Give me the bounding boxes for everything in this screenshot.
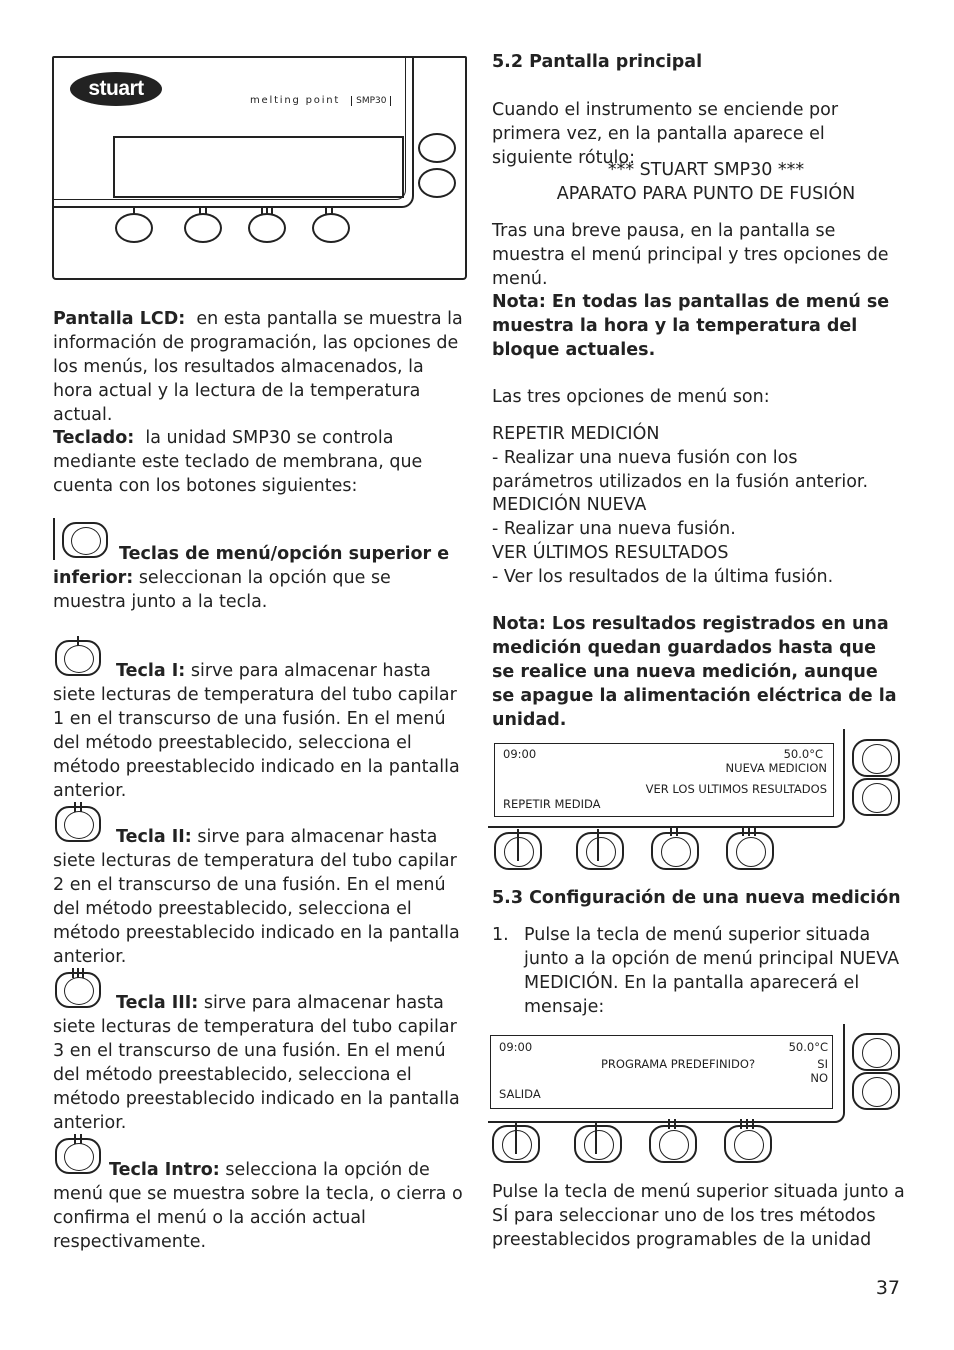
enter-key-desc: selecciona la opción de menú que se muestra sobre la tecla, o cierra o confirma el menú o la acción actual respectivamente. (53, 1160, 463, 1252)
screen-1-enter-mark-1 (742, 826, 744, 836)
key-i-desc: sirve para almacenar hasta siete lecturas de temperatura del tubo capilar 1 en el transcurso de una fusión. En el menú del método preestablecido, selecciona el método preestablecido indicado en la pantalla anterior. (53, 661, 460, 801)
screen-2-enter-mark-2 (746, 1119, 748, 1129)
option-2-title: MEDICIÓN NUEVA (492, 495, 647, 515)
device-upper-key (418, 133, 456, 163)
key-ii-term: Tecla II: (116, 827, 192, 847)
key-iii-mark-1 (261, 207, 263, 215)
menu-key-desc: seleccionan la opción que se muestra junto a la tecla. (53, 568, 391, 612)
option-1-title: REPETIR MEDICIÓN (492, 424, 660, 444)
screen-1-key-iii (651, 832, 699, 870)
page-number: 37 (875, 1277, 900, 1299)
screen-2-temp: 50.0°C (788, 1040, 828, 1054)
note-2: Nota: Los resultados registrados en una medición quedan guardados hasta que se realice una nueva medición, aunque se apague la alimentación eléctrica de la unidad. (492, 614, 897, 730)
screen-1-bottom-option: VER LOS ULTIMOS RESULTADOS (645, 782, 827, 796)
screen-1-enter-key (726, 832, 774, 870)
device-lower-key (418, 168, 456, 198)
screen-2-key-ii (574, 1125, 622, 1163)
key-iii-desc: sirve para almacenar hasta siete lecturas de temperatura del tubo capilar 3 en el transcurso de una fusión. En el menú del método preestablecido, selecciona el método preestablecido indicado en la pantalla anterior. (53, 993, 460, 1133)
closing-paragraph: Pulse la tecla de menú superior situada junto a SÍ para seleccionar uno de los tres métodos preestablecidos programables de la unidad (492, 1182, 905, 1250)
menu-key-term: Teclas de menú/opción superior e inferior: (53, 544, 450, 588)
screen-1-temp: 50.0°C (783, 747, 823, 761)
screen-1-lower-key (852, 778, 900, 816)
option-3-title: VER ÚLTIMOS RESULTADOS (492, 543, 729, 563)
enter-key-term: Tecla Intro: (109, 1160, 220, 1180)
screen-2-enter-mark-1 (740, 1119, 742, 1129)
screen-2-upper-key (852, 1033, 900, 1071)
keypad-paragraph (53, 426, 463, 498)
screen-1-top-option: NUEVA MEDICION (725, 761, 827, 775)
screen-1-key-iii-mark-2 (676, 826, 678, 836)
screen-2-bottom-left: SALIDA (499, 1087, 541, 1101)
lcd-paragraph (53, 307, 463, 427)
device-lcd (113, 136, 404, 198)
screen-2-yes: SI (817, 1057, 828, 1071)
key-iii-mark-2 (266, 207, 268, 215)
key-ii-mark-1 (199, 207, 201, 215)
intro-paragraph: Cuando el instrumento se enciende por primera vez, en la pantalla aparece el siguiente rótulo: (492, 100, 839, 168)
stuart-logo (70, 72, 162, 106)
screen-1-key-ii (576, 832, 624, 870)
screen-2-key-iii-mark-2 (674, 1119, 676, 1129)
enter-key-mark-1 (325, 207, 327, 215)
screen-1-upper-key (852, 739, 900, 777)
screen-2-lower-key (852, 1072, 900, 1110)
option-1-desc: - Realizar una nueva fusión con los parámetros utilizados en la fusión anterior. (492, 448, 869, 492)
screen-1-enter-mark-2 (748, 826, 750, 836)
key-iii-icon-mark-2 (77, 968, 79, 978)
key-ii-icon-mark-2 (80, 802, 82, 812)
enter-key-mark-2 (331, 207, 333, 215)
after-pause-paragraph: Tras una breve pausa, en la pantalla se muestra el menú principal y tres opciones de menú. (492, 221, 889, 289)
enter-key-icon-mark-1 (74, 1134, 76, 1144)
screen-1-bottom-left: REPETIR MEDIDA (503, 797, 601, 811)
screen-2-key-ii-mark (595, 1122, 597, 1154)
device-key-iii (248, 213, 286, 243)
key-ii-desc: sirve para almacenar hasta siete lecturas de temperatura del tubo capilar 2 en el transcurso de una fusión. En el menú del método preestablecido, selecciona el método preestablecido indicado en la pantalla anterior. (53, 827, 460, 967)
heading-5-3: 5.3 Configuración de una nueva medición (492, 888, 901, 908)
screen-1-lcd (494, 743, 834, 817)
model-label: SMP30 (351, 96, 391, 106)
key-ii-icon-mark-1 (74, 802, 76, 812)
screen-2-time: 09:00 (499, 1040, 533, 1054)
screen-1-key-ii-mark (597, 829, 599, 861)
enter-key-icon-mark-2 (80, 1134, 82, 1144)
key-ii-paragraph (53, 825, 463, 969)
screen-1-key-i-mark (517, 829, 519, 861)
device-key-i (115, 213, 153, 243)
key-i-paragraph (53, 659, 463, 803)
key-i-mark (133, 207, 135, 215)
screen-1-time: 09:00 (503, 747, 537, 761)
device-key-ii (184, 213, 222, 243)
lcd-desc: en esta pantalla se muestra la información de programación, las opciones de los menús, los resultados almacenados, la hora actual y la lectura de la temperatura actual. (53, 309, 463, 425)
device-label (250, 95, 391, 106)
key-iii-paragraph (53, 991, 463, 1135)
option-3-desc: - Ver los resultados de la última fusión. (492, 567, 834, 587)
option-2-desc: - Realizar una nueva fusión. (492, 519, 736, 539)
logo-text: stuart (88, 77, 144, 100)
screen-2-no: NO (810, 1071, 828, 1085)
key-iii-icon-mark-1 (72, 968, 74, 978)
key-iii-mark-3 (271, 207, 273, 215)
screen-1-key-iii-mark-1 (670, 826, 672, 836)
screen-2-key-iii (649, 1125, 697, 1163)
enter-key-paragraph (53, 1158, 463, 1254)
screen-1-enter-mark-3 (754, 826, 756, 836)
step-1-number: 1. (492, 925, 509, 945)
melting-point-label: melting point (250, 95, 341, 106)
note-1: Nota: En todas las pantallas de menú se muestra la hora y la temperatura del bloque actuales. (492, 292, 890, 360)
menu-key-paragraph (53, 542, 463, 614)
key-i-icon-mark (77, 636, 79, 646)
key-iii-term: Tecla III: (116, 993, 199, 1013)
keypad-desc: la unidad SMP30 se controla mediante este teclado de membrana, que cuenta con los botones siguientes: (53, 428, 423, 496)
screen-2-key-i-mark (515, 1122, 517, 1154)
screen-2-lcd (490, 1035, 833, 1109)
key-iii-icon-mark-3 (82, 968, 84, 978)
options-intro: Las tres opciones de menú son: (492, 387, 770, 407)
key-ii-mark-2 (205, 207, 207, 215)
screen-2-prompt: PROGRAMA PREDEFINIDO? (601, 1057, 756, 1071)
step-1-text: Pulse la tecla de menú superior situada junto a la opción de menú principal NUEVA MEDICIÓN. En la pantalla aparecerá el mensaje: (524, 925, 900, 1017)
screen-2-key-iii-mark-1 (668, 1119, 670, 1129)
banner-line-2: APARATO PARA PUNTO DE FUSIÓN (556, 184, 856, 204)
screen-2-enter-mark-3 (752, 1119, 754, 1129)
device-enter-key (312, 213, 350, 243)
banner-line-1: *** STUART SMP30 *** (607, 160, 805, 180)
screen-2-enter-key (724, 1125, 772, 1163)
keypad-term: Teclado: (53, 428, 135, 448)
key-i-term: Tecla I: (116, 661, 186, 681)
lcd-term: Pantalla LCD: (53, 309, 186, 329)
heading-5-2: 5.2 Pantalla principal (492, 52, 703, 72)
